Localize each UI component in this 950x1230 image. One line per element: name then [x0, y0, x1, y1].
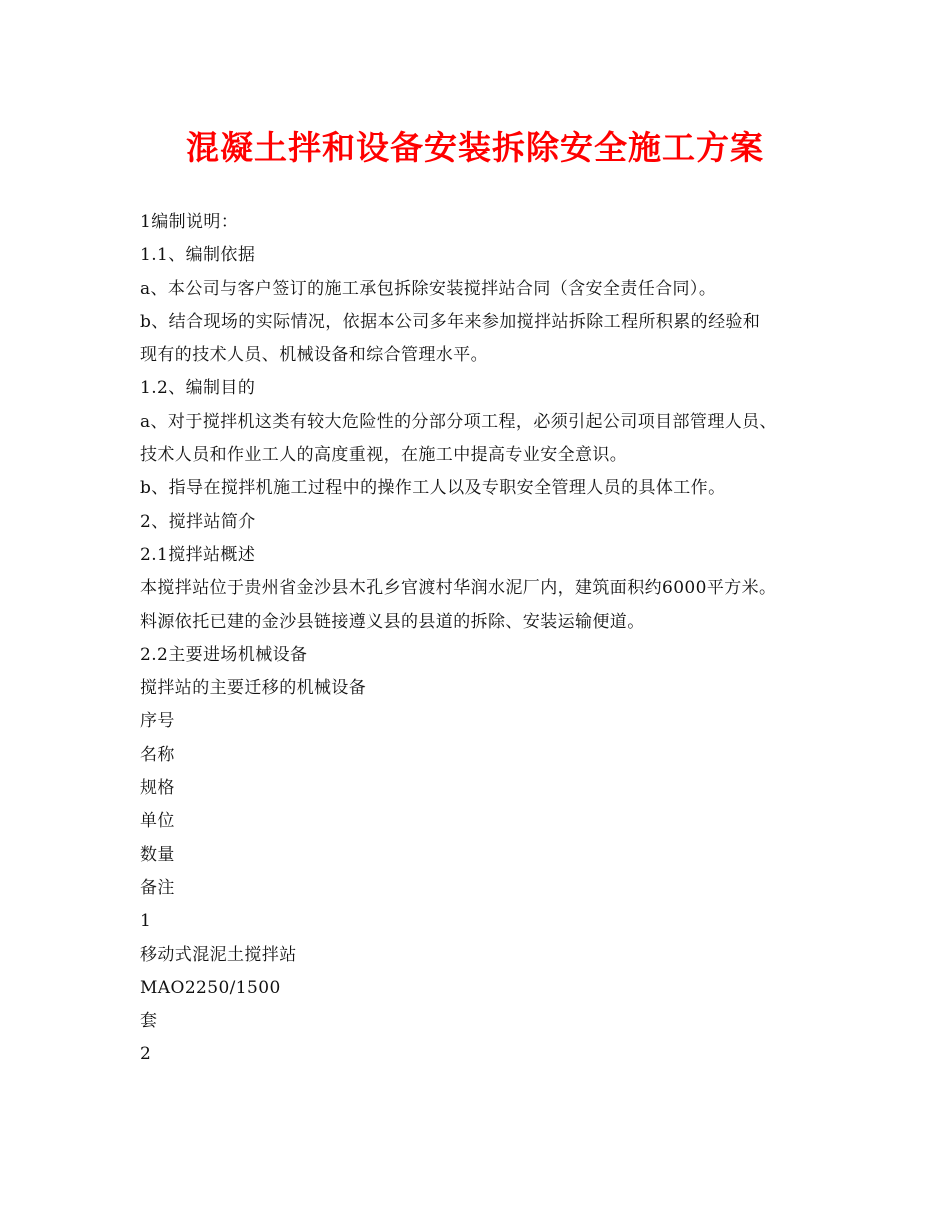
paragraph-line: b、结合现场的实际情况，依据本公司多年来参加搅拌站拆除工程所积累的经验和	[140, 311, 761, 332]
table-cell: 套	[140, 1011, 158, 1032]
table-cell: MAO2250/1500	[140, 977, 281, 998]
paragraph-line: 现有的技术人员、机械设备和综合管理水平。	[140, 345, 488, 366]
table-cell: 2	[140, 1044, 152, 1065]
table-header-cell: 序号	[140, 711, 175, 732]
document-body	[140, 206, 840, 1072]
table-header-cell: 规格	[140, 778, 175, 799]
table-header-cell: 备注	[140, 877, 175, 898]
table-header-cell: 数量	[140, 844, 175, 865]
table-cell: 移动式混泥土搅拌站	[140, 944, 297, 965]
subsection-heading: 2.2主要进场机械设备	[140, 644, 308, 665]
paragraph-line: 搅拌站的主要迁移的机械设备	[140, 678, 367, 699]
subsection-heading: 1.2、编制目的	[140, 378, 256, 399]
paragraph-line: 本搅拌站位于贵州省金沙县木孔乡官渡村华润水泥厂内，建筑面积约6000平方米。	[140, 578, 777, 599]
section-heading: 1编制说明：	[140, 212, 239, 232]
paragraph-line: a、本公司与客户签订的施工承包拆除安装搅拌站合同（含安全责任合同）。	[140, 278, 717, 299]
paragraph-line: a、对于搅拌机这类有较大危险性的分部分项工程，必须引起公司项目部管理人员、	[140, 411, 777, 432]
subsection-heading: 1.1、编制依据	[140, 245, 256, 266]
paragraph-line: b、指导在搅拌机施工过程中的操作工人以及专职安全管理人员的具体工作。	[140, 478, 726, 499]
subsection-heading: 2.1搅拌站概述	[140, 544, 256, 565]
section-heading: 2、搅拌站简介	[140, 511, 256, 532]
table-cell: 1	[140, 911, 152, 932]
paragraph-line: 料源依托已建的金沙县链接遵义县的县道的拆除、安装运输便道。	[140, 611, 645, 632]
paragraph-line: 技术人员和作业工人的高度重视，在施工中提高专业安全意识。	[140, 445, 628, 466]
document-title: 混凝土拌和设备安装拆除安全施工方案	[186, 128, 764, 167]
table-header-cell: 单位	[140, 811, 175, 832]
table-header-cell: 名称	[140, 744, 175, 765]
